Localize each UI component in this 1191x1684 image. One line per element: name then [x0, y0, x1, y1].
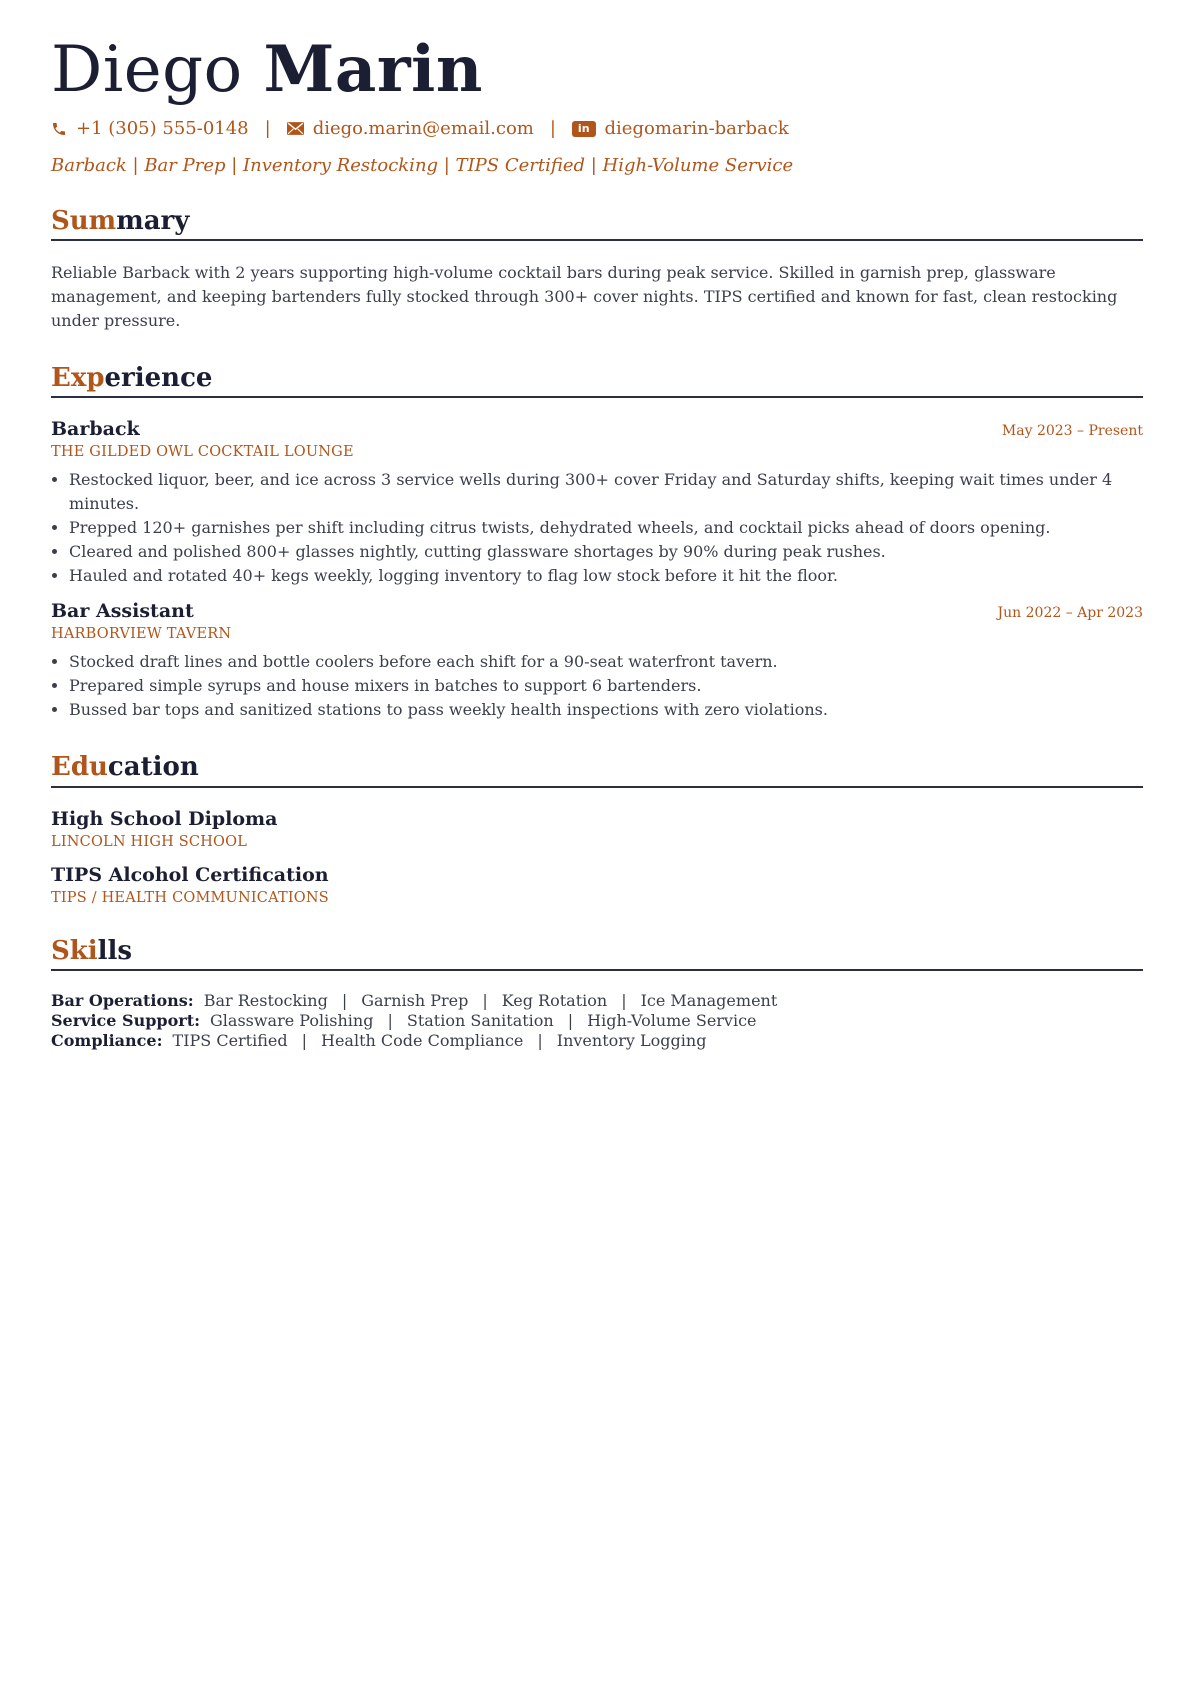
email-contact[interactable]	[287, 118, 534, 139]
experience-section	[51, 363, 1143, 722]
section-title-rest: cation	[107, 752, 199, 783]
linkedin-icon: in	[572, 121, 596, 137]
candidate-name	[51, 32, 1143, 107]
job-header	[51, 418, 1143, 440]
skill-item: Ice Management	[640, 990, 778, 1010]
skill-separator: |	[482, 990, 488, 1010]
job-bullets	[51, 650, 1143, 722]
last-name: Marin	[263, 32, 483, 107]
section-title	[51, 752, 1143, 787]
section-title-accent: Ski	[51, 935, 98, 966]
education-section	[51, 752, 1143, 905]
education-institution: LINCOLN HIGH SCHOOL	[51, 833, 248, 850]
job-bullet: • Prepped 120+ garnishes per shift including citrus twists, dehydrated wheels, and cocktail picks ahead of doors opening.	[69, 516, 1143, 540]
skill-row	[51, 991, 1143, 1011]
job-bullets	[51, 468, 1143, 588]
skill-item: TIPS Certified	[172, 1030, 288, 1050]
phone-contact[interactable]	[51, 118, 249, 139]
summary-section	[51, 206, 1143, 333]
job-bullet: • Cleared and polished 800+ glasses nightly, cutting glassware shortages by 90% during peak rushes.	[69, 540, 1143, 564]
skill-separator: |	[621, 990, 627, 1010]
phone-icon	[51, 121, 67, 137]
tagline: Barback | Bar Prep | Inventory Restocking | TIPS Certified | High-Volume Service	[51, 155, 794, 176]
skill-row	[51, 1011, 1143, 1031]
contact-separator: |	[264, 118, 271, 139]
skill-item: Inventory Logging	[556, 1030, 707, 1050]
email-text: diego.marin@email.com	[312, 118, 534, 139]
skill-item: Keg Rotation	[501, 990, 608, 1010]
section-title-accent: Edu	[51, 752, 108, 783]
section-title-rest: lls	[97, 935, 133, 966]
job-title: Barback	[51, 418, 140, 441]
job-bullet: • Stocked draft lines and bottle coolers before each shift for a 90-seat waterfront tavern.	[69, 650, 1143, 674]
job-header	[51, 600, 1143, 622]
section-title	[51, 936, 1143, 971]
skill-separator: |	[537, 1030, 543, 1050]
education-title: High School Diploma	[51, 807, 278, 830]
job-title: Bar Assistant	[51, 600, 194, 623]
skill-category: Service Support:	[51, 1010, 200, 1030]
phone-text: +1 (305) 555-0148	[76, 118, 249, 139]
skill-separator: |	[341, 990, 348, 1010]
skill-item: Health Code Compliance	[321, 1030, 524, 1050]
job-bullet: • Restocked liquor, beer, and ice across 3 service wells during 300+ cover Friday and Saturday shifts, keeping wait times under 4 minutes.	[69, 468, 1143, 516]
education-title: TIPS Alcohol Certification	[51, 863, 329, 886]
skill-separator: |	[387, 1010, 393, 1030]
skill-item: Glassware Polishing	[210, 1010, 374, 1030]
skill-row	[51, 1031, 1143, 1051]
skill-separator: |	[301, 1030, 307, 1050]
job-date: May 2023 – Present	[1001, 423, 1143, 440]
contact-separator: |	[549, 118, 556, 139]
job-bullet: • Prepared simple syrups and house mixers in batches to support 6 bartenders.	[69, 674, 1143, 698]
job-date: Jun 2022 – Apr 2023	[997, 605, 1143, 622]
section-title-rest: erience	[104, 363, 213, 394]
job-entry	[51, 418, 1143, 588]
skill-separator: |	[567, 1010, 574, 1030]
skill-item: Bar Restocking	[203, 990, 328, 1010]
section-title	[51, 206, 1143, 241]
job-entry	[51, 600, 1143, 722]
skill-item: Garnish Prep	[361, 990, 469, 1010]
section-title-rest: mary	[116, 206, 190, 236]
education-entry	[51, 808, 1143, 850]
skill-item: Station Sanitation	[406, 1010, 554, 1030]
section-title	[51, 363, 1143, 398]
linkedin-text: diegomarin-barback	[604, 118, 789, 139]
section-title-accent: Sum	[51, 206, 117, 236]
skill-item: High-Volume Service	[587, 1010, 757, 1030]
skills-list	[51, 991, 1143, 1051]
summary-text: Reliable Barback with 2 years supporting high-volume cocktail bars during peak service. Skilled in garnish prep, glassware management, and keeping bartenders fully stocked through 300+ cover nights. TIPS certified and known for fast, clean restocking under pressure.	[51, 263, 1118, 331]
job-bullet: • Hauled and rotated 40+ kegs weekly, logging inventory to flag low stock before it hit the floor.	[69, 564, 1143, 588]
skills-section	[51, 936, 1143, 1051]
linkedin-contact[interactable]	[572, 118, 789, 139]
section-title-accent: Exp	[51, 363, 105, 394]
contact-line	[51, 118, 1143, 139]
education-institution: TIPS / HEALTH COMMUNICATIONS	[51, 889, 329, 906]
job-bullet: • Bussed bar tops and sanitized stations to pass weekly health inspections with zero violations.	[69, 698, 1143, 722]
job-company: HARBORVIEW TAVERN	[51, 626, 232, 643]
skill-category: Bar Operations:	[51, 990, 194, 1010]
first-name: Diego	[51, 33, 243, 107]
education-entry	[51, 864, 1143, 906]
skill-category: Compliance:	[51, 1030, 163, 1050]
envelope-icon	[287, 122, 304, 135]
job-company: THE GILDED OWL COCKTAIL LOUNGE	[51, 444, 354, 461]
